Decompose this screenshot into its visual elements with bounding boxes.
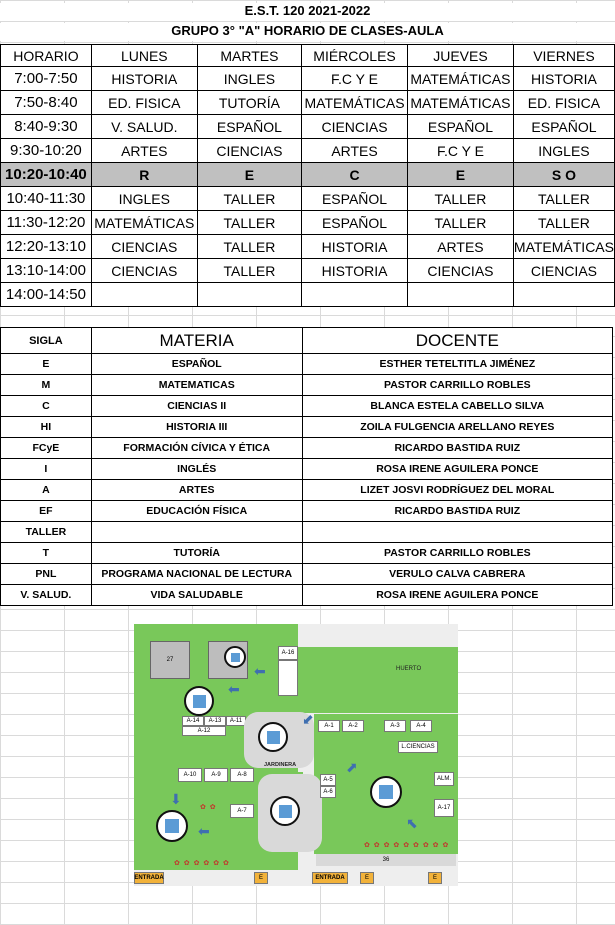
subject-row	[1, 375, 613, 396]
teacher-name	[302, 522, 612, 543]
subject-row	[1, 543, 613, 564]
schedule-col-header: LUNES	[91, 45, 197, 67]
time-slot: 7:00-7:50	[1, 67, 92, 91]
subject-row	[1, 480, 613, 501]
subject-row	[1, 459, 613, 480]
subject-cell: ED. FISICA	[91, 91, 197, 115]
subject-cell: TALLER	[513, 187, 614, 211]
subject-code: V. SALUD.	[1, 585, 92, 606]
schedule-col-header: MIÉRCOLES	[302, 45, 408, 67]
subject-cell: MATEMÁTICAS	[407, 91, 513, 115]
schedule-row	[1, 259, 615, 283]
flower-decoration-icon: ✿ ✿ ✿ ✿ ✿ ✿	[174, 860, 230, 867]
subject-cell: ESPAÑOL	[407, 115, 513, 139]
subject-cell: CIENCIAS	[302, 115, 408, 139]
subject-cell: TALLER	[197, 235, 301, 259]
time-slot: 10:20-10:40	[1, 163, 92, 187]
room-science-lab: L.CIENCIAS	[398, 741, 438, 753]
arrow-icon: ⬅	[254, 663, 266, 679]
garden-label: HUERTO	[396, 666, 422, 672]
subject-cell: ARTES	[91, 139, 197, 163]
arrow-icon: ⬋	[302, 711, 314, 727]
school-map	[134, 624, 458, 886]
flower-decoration-icon: ✿ ✿ ✿ ✿ ✿ ✿ ✿ ✿ ✿	[364, 842, 450, 849]
subject-name: CIENCIAS II	[91, 396, 302, 417]
subject-cell: TUTORÍA	[197, 91, 301, 115]
subject-row	[1, 501, 613, 522]
subject-row	[1, 585, 613, 606]
room-a9: A-9	[204, 768, 228, 782]
subject-code: EF	[1, 501, 92, 522]
subject-row	[1, 417, 613, 438]
time-slot: 14:00-14:50	[1, 283, 92, 307]
subject-cell: F.C Y E	[302, 67, 408, 91]
subject-cell: CIENCIAS	[91, 259, 197, 283]
subject-code: T	[1, 543, 92, 564]
room-a11: A-11	[226, 716, 246, 726]
subject-cell: ARTES	[302, 139, 408, 163]
subject-cell: MATEMÁTICAS	[302, 91, 408, 115]
subject-name: ESPAÑOL	[91, 354, 302, 375]
subject-cell: S O	[513, 163, 614, 187]
subject-row	[1, 396, 613, 417]
subject-name: PROGRAMA NACIONAL DE LECTURA	[91, 564, 302, 585]
subjects-col-header: SIGLA	[1, 328, 92, 354]
subject-cell: E	[407, 163, 513, 187]
schedule-row	[1, 187, 615, 211]
subject-name: INGLÉS	[91, 459, 302, 480]
meeting-point-west	[184, 686, 214, 716]
subject-cell	[197, 283, 301, 307]
subject-cell: TALLER	[197, 211, 301, 235]
time-slot: 13:10-14:00	[1, 259, 92, 283]
room-a1: A-1	[318, 720, 340, 732]
entrance-south: ENTRADA	[312, 872, 348, 884]
teacher-name: ROSA IRENE AGUILERA PONCE	[302, 585, 612, 606]
teacher-name: BLANCA ESTELA CABELLO SILVA	[302, 396, 612, 417]
subject-code: HI	[1, 417, 92, 438]
subject-cell	[91, 283, 197, 307]
subject-cell: TALLER	[197, 259, 301, 283]
subject-cell: HISTORIA	[302, 259, 408, 283]
subjects-header-row	[1, 328, 613, 354]
subject-cell: HISTORIA	[513, 67, 614, 91]
subject-row	[1, 564, 613, 585]
subjects-col-header: DOCENTE	[302, 328, 612, 354]
subject-cell: CIENCIAS	[513, 259, 614, 283]
room-a17: A-17	[434, 799, 454, 817]
schedule-row	[1, 235, 615, 259]
meeting-point-south	[270, 796, 300, 826]
time-slot: 9:30-10:20	[1, 139, 92, 163]
subject-cell: INGLES	[197, 67, 301, 91]
time-slot: 7:50-8:40	[1, 91, 92, 115]
subject-cell: V. SALUD.	[91, 115, 197, 139]
green-area-north	[298, 647, 458, 713]
school-title: E.S.T. 120 2021-2022	[0, 3, 615, 21]
exit-e1: E	[254, 872, 268, 884]
room-a3: A-3	[384, 720, 406, 732]
subject-cell: MATEMÁTICAS	[513, 235, 614, 259]
subject-cell: ESPAÑOL	[302, 187, 408, 211]
room-a5: A-5	[320, 774, 336, 786]
subject-code: FCyE	[1, 438, 92, 459]
subjects-teachers-table	[0, 327, 613, 606]
class-schedule-table	[0, 44, 615, 307]
schedule-row	[1, 163, 615, 187]
teacher-name: ROSA IRENE AGUILERA PONCE	[302, 459, 612, 480]
room-a6: A-6	[320, 786, 336, 798]
room-27-a: 27	[150, 641, 190, 679]
subject-cell	[513, 283, 614, 307]
subject-cell: INGLES	[91, 187, 197, 211]
subject-row	[1, 522, 613, 543]
subject-code: E	[1, 354, 92, 375]
subject-name: MATEMATICAS	[91, 375, 302, 396]
arrow-icon: ⬇	[170, 791, 182, 807]
time-slot: 8:40-9:30	[1, 115, 92, 139]
subject-cell: TALLER	[407, 187, 513, 211]
teacher-name: ZOILA FULGENCIA ARELLANO REYES	[302, 417, 612, 438]
teacher-name: RICARDO BASTIDA RUIZ	[302, 438, 612, 459]
subject-cell: ESPAÑOL	[197, 115, 301, 139]
subject-cell: INGLES	[513, 139, 614, 163]
subject-cell: CIENCIAS	[407, 259, 513, 283]
subjects-col-header: MATERIA	[91, 328, 302, 354]
subject-cell: CIENCIAS	[91, 235, 197, 259]
subject-code: I	[1, 459, 92, 480]
schedule-row	[1, 211, 615, 235]
subject-cell: E	[197, 163, 301, 187]
subject-cell: HISTORIA	[91, 67, 197, 91]
meeting-point-east	[370, 776, 402, 808]
room-a10: A-10	[178, 768, 202, 782]
planter-label: JARDINERA	[264, 762, 297, 768]
schedule-col-header: VIERNES	[513, 45, 614, 67]
schedule-header-row	[1, 45, 615, 67]
subject-cell: ED. FISICA	[513, 91, 614, 115]
subject-code: C	[1, 396, 92, 417]
subject-code: TALLER	[1, 522, 92, 543]
exit-e2: E	[360, 872, 374, 884]
schedule-row	[1, 283, 615, 307]
subject-cell: C	[302, 163, 408, 187]
subject-name: FORMACIÓN CÍVICA Y ÉTICA	[91, 438, 302, 459]
building-36: 36	[316, 854, 456, 866]
subject-cell: TALLER	[197, 187, 301, 211]
subject-row	[1, 438, 613, 459]
room-a7: A-7	[230, 804, 254, 818]
entrance-west: ENTRADA	[134, 872, 164, 884]
schedule-row	[1, 67, 615, 91]
group-title: GRUPO 3° "A" HORARIO DE CLASES-AULA	[0, 23, 615, 41]
time-slot: 10:40-11:30	[1, 187, 92, 211]
teacher-name: PASTOR CARRILLO ROBLES	[302, 543, 612, 564]
subject-cell: ARTES	[407, 235, 513, 259]
subject-name: HISTORIA III	[91, 417, 302, 438]
subject-name: ARTES	[91, 480, 302, 501]
time-slot: 12:20-13:10	[1, 235, 92, 259]
meeting-point-southwest	[156, 810, 188, 842]
room-a16: A-16	[278, 646, 298, 660]
subject-cell: TALLER	[407, 211, 513, 235]
teacher-name: LIZET JOSVI RODRÍGUEZ DEL MORAL	[302, 480, 612, 501]
room-a14: A-14	[182, 716, 204, 726]
schedule-row	[1, 139, 615, 163]
teacher-name: VERULO CALVA CABRERA	[302, 564, 612, 585]
room-a8: A-8	[230, 768, 254, 782]
schedule-col-header: MARTES	[197, 45, 301, 67]
schedule-row	[1, 115, 615, 139]
subject-cell: ESPAÑOL	[302, 211, 408, 235]
subject-name: TUTORÍA	[91, 543, 302, 564]
arrow-icon: ⬈	[346, 759, 358, 775]
subject-cell: F.C Y E	[407, 139, 513, 163]
subject-name: VIDA SALUDABLE	[91, 585, 302, 606]
teacher-name: PASTOR CARRILLO ROBLES	[302, 375, 612, 396]
subject-name: EDUCACIÓN FÍSICA	[91, 501, 302, 522]
room-a2: A-2	[342, 720, 364, 732]
room-storage: ALM.	[434, 772, 454, 786]
subject-code: PNL	[1, 564, 92, 585]
room-a12: A-12	[182, 726, 226, 736]
subject-cell: MATEMÁTICAS	[91, 211, 197, 235]
arrow-icon: ⬅	[228, 681, 240, 697]
block-north	[278, 660, 298, 696]
teacher-name: RICARDO BASTIDA RUIZ	[302, 501, 612, 522]
teacher-name: ESTHER TETELTITLA JIMÉNEZ	[302, 354, 612, 375]
subject-row	[1, 354, 613, 375]
subject-cell: HISTORIA	[302, 235, 408, 259]
arrow-icon: ⬅	[198, 823, 210, 839]
subject-code: A	[1, 480, 92, 501]
time-slot: 11:30-12:20	[1, 211, 92, 235]
arrow-icon: ⬉	[406, 815, 418, 831]
subject-cell: MATEMÁTICAS	[407, 67, 513, 91]
subject-cell: CIENCIAS	[197, 139, 301, 163]
subject-cell: R	[91, 163, 197, 187]
schedule-col-header: JUEVES	[407, 45, 513, 67]
schedule-col-header: HORARIO	[1, 45, 92, 67]
meeting-point-center	[258, 722, 288, 752]
subject-code: M	[1, 375, 92, 396]
subject-cell: TALLER	[513, 211, 614, 235]
exit-e3: E	[428, 872, 442, 884]
room-a13: A-13	[204, 716, 226, 726]
subject-cell	[302, 283, 408, 307]
meeting-point-north	[224, 646, 246, 668]
subject-name	[91, 522, 302, 543]
subject-cell: ESPAÑOL	[513, 115, 614, 139]
flower-decoration-icon: ✿ ✿	[200, 804, 217, 811]
subject-cell	[407, 283, 513, 307]
schedule-row	[1, 91, 615, 115]
room-a4: A-4	[410, 720, 432, 732]
